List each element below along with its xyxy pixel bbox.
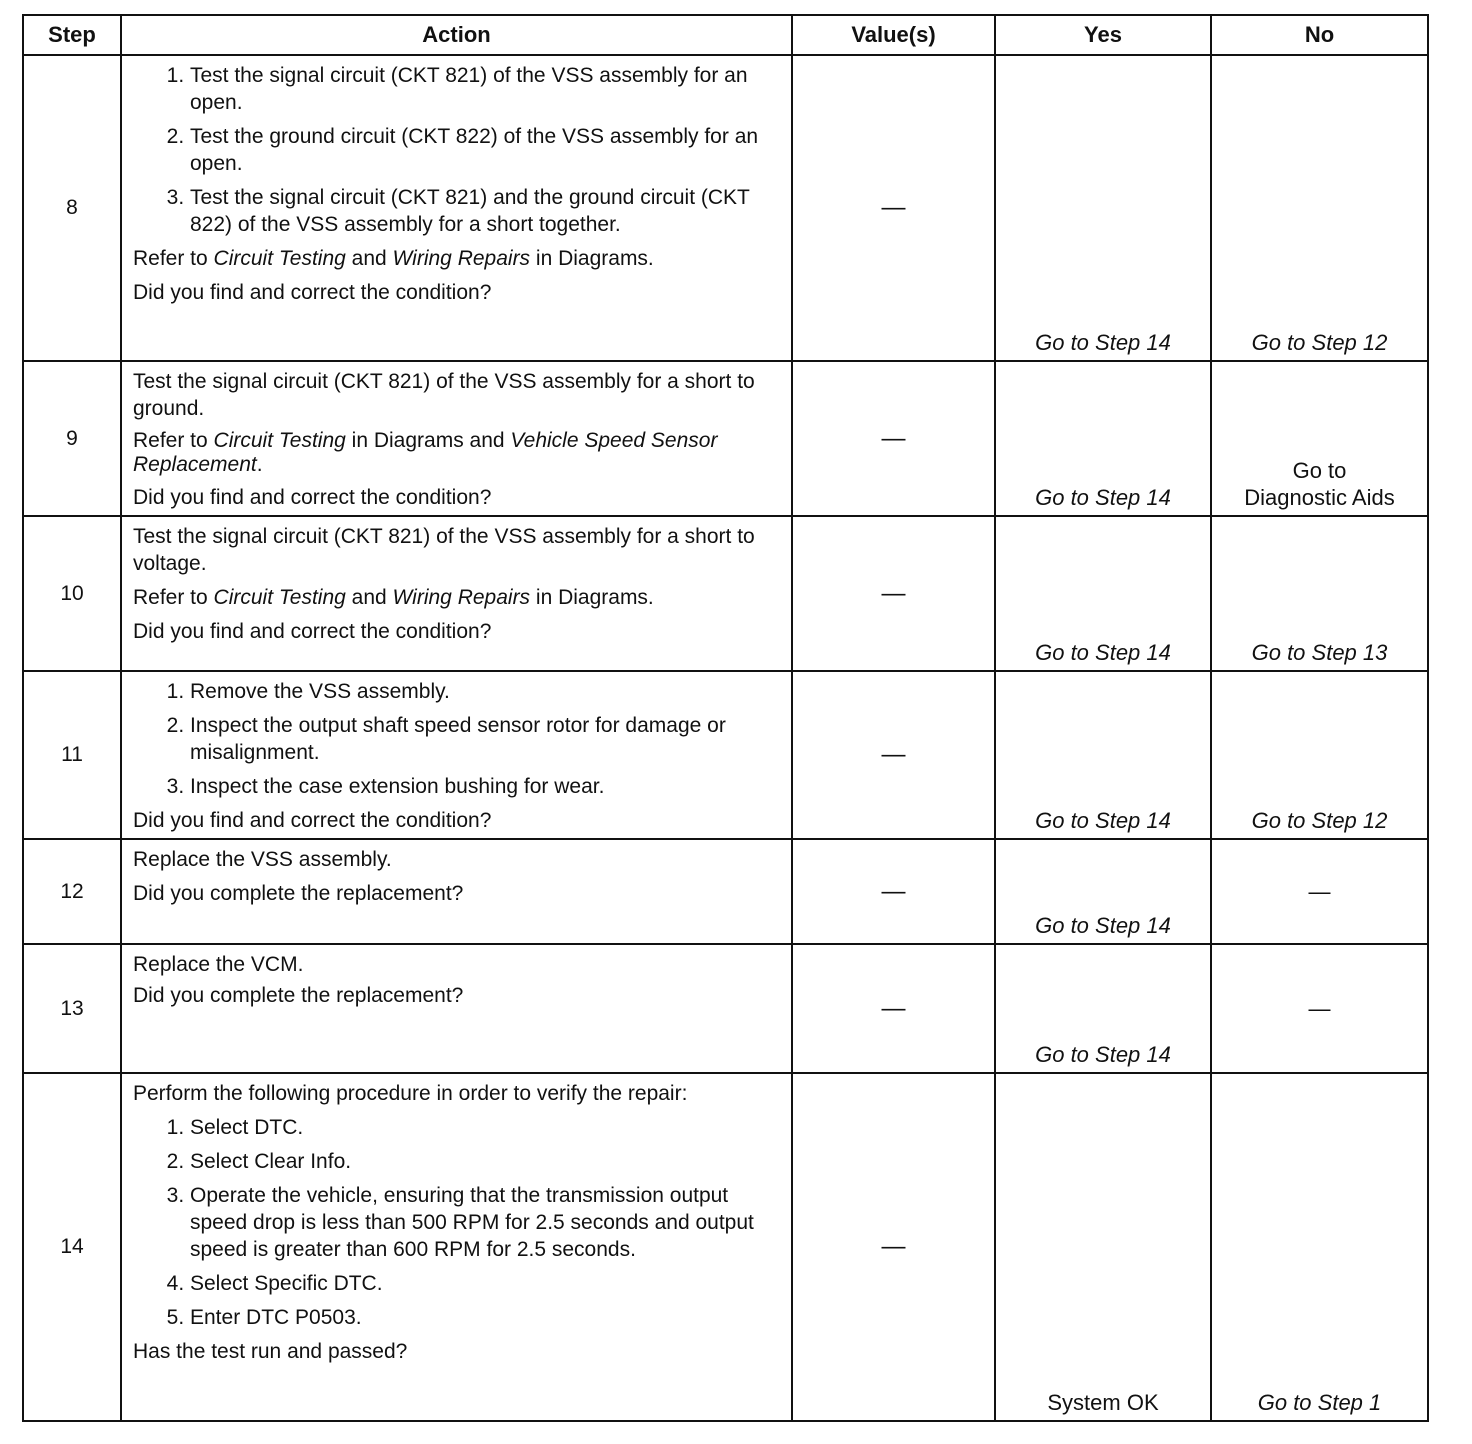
no-result: — [1211, 944, 1428, 1073]
question-text: Did you find and correct the condition? [133, 486, 492, 509]
action-text: Test the signal circuit (CKT 821) of the VSS assembly for a short to voltage. [133, 525, 755, 575]
header-values: Value(s) [792, 15, 995, 55]
table-row [23, 55, 1428, 361]
header-row [23, 15, 1428, 55]
yes-result: System OK [995, 1073, 1211, 1421]
no-result: — [1211, 839, 1428, 944]
yes-result: Go to Step 14 [995, 516, 1211, 671]
question-text: Did you complete the replacement? [133, 882, 464, 905]
table-row [23, 944, 1428, 1073]
list-item: 2. Inspect the output shaft speed sensor rotor for damage or misalignment. [190, 712, 779, 766]
table-row [23, 361, 1428, 516]
action-cell [121, 1073, 792, 1421]
list-item: 4. Select Specific DTC. [190, 1270, 779, 1297]
table-row [23, 671, 1428, 839]
list-item: 1. Select DTC. [190, 1114, 779, 1141]
no-result: Go to Step 12 [1211, 55, 1428, 361]
action-cell [121, 839, 792, 944]
reference-note: Refer to Circuit Testing in Diagrams and Vehicle Speed Sensor Replacement. [133, 429, 718, 476]
reference-note: Refer to Circuit Testing and Wiring Repairs in Diagrams. [133, 586, 654, 609]
question-text: Did you find and correct the condition? [133, 281, 492, 304]
no-result-line: Diagnostic Aids [1244, 485, 1395, 510]
diagnostic-table [22, 14, 1429, 1422]
step-number: 14 [23, 1073, 121, 1421]
no-result [1211, 361, 1428, 516]
yes-result: Go to Step 14 [995, 839, 1211, 944]
list-item: 2. Select Clear Info. [190, 1148, 779, 1175]
value-cell: — [792, 839, 995, 944]
action-text: Perform the following procedure in order to verify the repair: [133, 1082, 688, 1105]
diagnostic-table-page [22, 14, 1427, 1422]
list-item: 2. Test the ground circuit (CKT 822) of the VSS assembly for an open. [190, 123, 779, 177]
step-number: 9 [23, 361, 121, 516]
action-text: Replace the VCM. [133, 953, 304, 976]
table-row [23, 1073, 1428, 1421]
step-number: 10 [23, 516, 121, 671]
action-steps-list [133, 1114, 779, 1331]
list-item: 1. Test the signal circuit (CKT 821) of the VSS assembly for an open. [190, 62, 779, 116]
header-no: No [1211, 15, 1428, 55]
value-cell: — [792, 55, 995, 361]
value-cell: — [792, 1073, 995, 1421]
yes-result: Go to Step 14 [995, 671, 1211, 839]
header-action: Action [121, 15, 792, 55]
value-cell: — [792, 361, 995, 516]
step-number: 8 [23, 55, 121, 361]
yes-result: Go to Step 14 [995, 944, 1211, 1073]
header-step: Step [23, 15, 121, 55]
yes-result: Go to Step 14 [995, 55, 1211, 361]
step-number: 11 [23, 671, 121, 839]
list-item: 3. Inspect the case extension bushing for wear. [190, 773, 779, 800]
action-text: Replace the VSS assembly. [133, 848, 392, 871]
yes-result: Go to Step 14 [995, 361, 1211, 516]
list-item: 3. Operate the vehicle, ensuring that the transmission output speed drop is less than 500 RPM for 2.5 seconds and output speed is greater than 600 RPM for 2.5 seconds. [190, 1182, 779, 1263]
action-steps-list [133, 62, 779, 238]
table-row [23, 516, 1428, 671]
value-cell: — [792, 671, 995, 839]
question-text: Did you find and correct the condition? [133, 620, 492, 643]
list-item: 5. Enter DTC P0503. [190, 1304, 779, 1331]
action-cell [121, 944, 792, 1073]
value-cell: — [792, 516, 995, 671]
step-number: 13 [23, 944, 121, 1073]
value-cell: — [792, 944, 995, 1073]
no-result-line: Go to [1292, 458, 1347, 483]
action-steps-list [133, 678, 779, 800]
question-text: Has the test run and passed? [133, 1340, 408, 1363]
header-yes: Yes [995, 15, 1211, 55]
action-cell [121, 55, 792, 361]
table-row [23, 839, 1428, 944]
action-cell [121, 361, 792, 516]
action-cell [121, 671, 792, 839]
list-item: 3. Test the signal circuit (CKT 821) and the ground circuit (CKT 822) of the VSS assembly for a short together. [190, 184, 779, 238]
list-item: 1. Remove the VSS assembly. [190, 678, 779, 705]
no-result: Go to Step 1 [1211, 1073, 1428, 1421]
reference-note: Refer to Circuit Testing and Wiring Repairs in Diagrams. [133, 247, 654, 270]
question-text: Did you find and correct the condition? [133, 809, 492, 832]
question-text: Did you complete the replacement? [133, 984, 464, 1007]
step-number: 12 [23, 839, 121, 944]
action-text: Test the signal circuit (CKT 821) of the VSS assembly for a short to ground. [133, 370, 755, 420]
no-result: Go to Step 12 [1211, 671, 1428, 839]
action-cell [121, 516, 792, 671]
no-result: Go to Step 13 [1211, 516, 1428, 671]
